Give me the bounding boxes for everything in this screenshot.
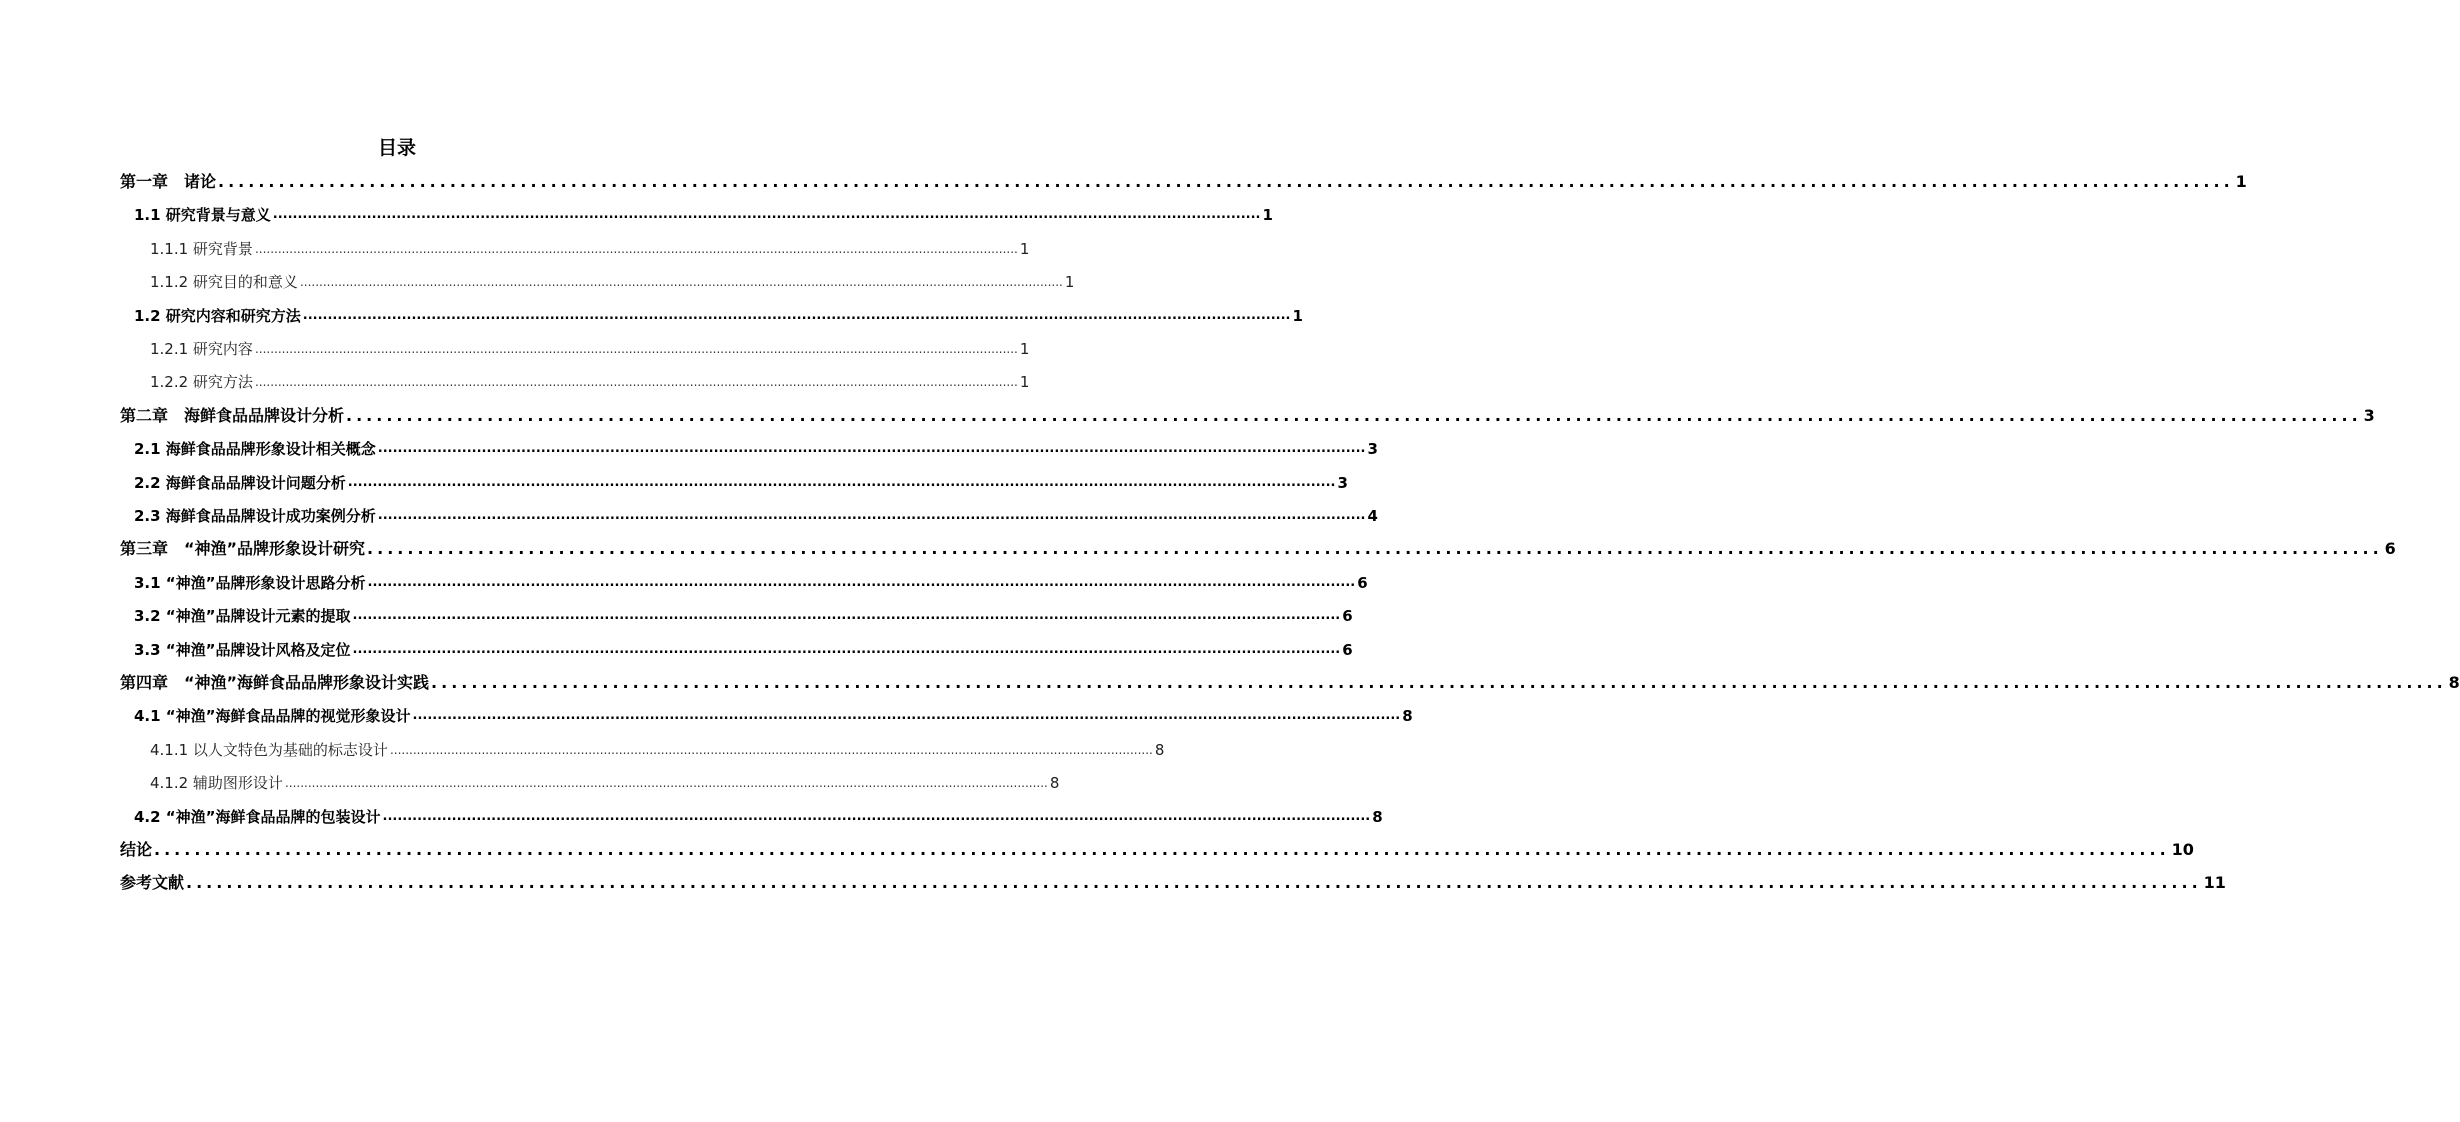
toc-dot-leader: ........................................................................................................................................................................................................ [346, 405, 2362, 425]
toc-entry[interactable] [134, 568, 1368, 598]
toc-dot-leader: ........................................................................................................................................................................................................ [186, 873, 2202, 893]
toc-dot-leader: ........................................................................................................................................................................................................ [352, 608, 1341, 624]
toc-entry-page: 1 [1019, 373, 1030, 392]
toc-entry-page: 8 [1049, 774, 1060, 793]
toc-entry[interactable] [134, 601, 1353, 631]
toc-dot-leader: ........................................................................................................................................................................................................ [377, 441, 1366, 457]
toc-entry-page: 1 [1019, 239, 1030, 258]
toc-entry[interactable] [120, 401, 2375, 431]
toc-entry[interactable] [150, 768, 1060, 798]
toc-dot-leader: ........................................................................................................................................................................................................ [218, 172, 2234, 191]
toc-entry-label: 3.2 “神渔”品牌设计元素的提取 [134, 607, 351, 626]
toc-entry-label: 2.1 海鲜食品品牌形象设计相关概念 [134, 440, 376, 459]
toc-entry-label: 1.1.1 研究背景 [150, 239, 253, 258]
toc-entry-page: 8 [1372, 807, 1383, 826]
toc-entry[interactable] [120, 534, 2396, 564]
toc-dot-leader: ........................................................................................................................................................................................................ [347, 474, 1336, 490]
toc-entry-label: 第二章 海鲜食品品牌设计分析 [120, 405, 345, 425]
toc-dot-leader: ........................................................................................................................................................................................................ [367, 574, 1356, 590]
toc-dot-leader: ........................................................................................................................................................................................................ [377, 508, 1366, 523]
toc-entry-label: 1.1.2 研究目的和意义 [150, 273, 298, 292]
toc-entry[interactable] [150, 234, 1030, 264]
toc-entry[interactable] [134, 434, 1378, 464]
toc-entry-page: 11 [2203, 873, 2226, 893]
toc-dot-leader: ........................................................................................................................................................................................................ [412, 708, 1401, 724]
toc-entry[interactable] [134, 200, 1273, 230]
toc-entry-label: 4.2 “神渔”海鲜食品品牌的包装设计 [134, 807, 381, 826]
toc-entry-page: 1 [1292, 306, 1303, 325]
toc-dot-leader: ........................................................................................................................................................................................................ [154, 840, 2170, 859]
toc-entry-label: 1.1 研究背景与意义 [134, 206, 271, 225]
toc-entry[interactable] [150, 267, 1075, 297]
toc-entry-page: 1 [1262, 206, 1273, 225]
toc-entry[interactable] [120, 868, 2226, 898]
toc-dot-leader: ........................................................................................................................................................................................................ [254, 241, 1018, 256]
toc-entry[interactable] [134, 301, 1303, 331]
toc-entry-page: 1 [1019, 340, 1030, 358]
toc-entry-label: 3.3 “神渔”品牌设计风格及定位 [134, 640, 351, 659]
toc-entry-label: 参考文献 [120, 873, 185, 893]
toc-entry-label: 1.2.2 研究方法 [150, 373, 253, 392]
toc-entry-page: 3 [1367, 440, 1378, 459]
toc-entry[interactable] [120, 668, 2460, 698]
toc-entry[interactable] [120, 835, 2194, 865]
toc-entry[interactable] [150, 367, 1030, 397]
toc-entry-page: 8 [1402, 707, 1413, 726]
toc-entry-page: 1 [2235, 172, 2247, 191]
toc-entry[interactable] [150, 735, 1165, 765]
toc-entry-page: 8 [2448, 673, 2460, 692]
toc-dot-leader: ........................................................................................................................................................................................................ [254, 342, 1018, 356]
toc-dot-leader: ........................................................................................................................................................................................................ [299, 275, 1063, 290]
toc-entry[interactable] [134, 802, 1383, 832]
toc-entry-label: 4.1.2 辅助图形设计 [150, 774, 283, 793]
toc-entry[interactable] [150, 334, 1030, 364]
toc-entry-page: 6 [1342, 640, 1353, 659]
toc-entry[interactable] [134, 501, 1378, 531]
toc-entry-label: 4.1 “神渔”海鲜食品品牌的视觉形象设计 [134, 707, 411, 726]
toc-entry-label: 4.1.1 以人文特色为基础的标志设计 [150, 740, 388, 759]
toc-entry-page: 1 [1064, 273, 1075, 292]
toc-entry-page: 6 [2384, 539, 2396, 559]
toc-dot-leader: ........................................................................................................................................................................................................ [382, 808, 1371, 824]
toc-entry-label: 1.2 研究内容和研究方法 [134, 306, 301, 325]
toc-entry-label: 结论 [120, 840, 153, 859]
toc-entry-page: 8 [1154, 740, 1165, 759]
toc-dot-leader: ........................................................................................................................................................................................................ [302, 307, 1291, 323]
toc-entry-label: 第三章 “神渔”品牌形象设计研究 [120, 539, 366, 559]
toc-dot-leader: ........................................................................................................................................................................................................ [389, 742, 1153, 757]
toc-entry-page: 4 [1367, 507, 1378, 525]
toc-entry-label: 2.2 海鲜食品品牌设计问题分析 [134, 473, 346, 492]
toc-entry[interactable] [120, 167, 2247, 197]
toc-entry-label: 2.3 海鲜食品品牌设计成功案例分析 [134, 507, 376, 525]
toc-dot-leader: ........................................................................................................................................................................................................ [367, 539, 2383, 559]
toc-entry-page: 10 [2171, 840, 2194, 859]
toc-dot-leader: ........................................................................................................................................................................................................ [431, 673, 2447, 692]
toc-entry[interactable] [134, 468, 1348, 498]
toc-dot-leader: ........................................................................................................................................................................................................ [352, 641, 1341, 657]
toc-dot-leader: ........................................................................................................................................................................................................ [272, 207, 1261, 223]
toc-dot-leader: ........................................................................................................................................................................................................ [254, 375, 1018, 390]
toc-dot-leader: ........................................................................................................................................................................................................ [284, 776, 1048, 791]
toc-entry[interactable] [134, 635, 1353, 665]
toc-title: 目录 [377, 137, 416, 159]
toc-entry-page: 6 [1357, 573, 1368, 592]
toc-entry-label: 第一章 诸论 [120, 172, 217, 191]
toc-entry-page: 6 [1342, 607, 1353, 626]
toc-entry[interactable] [134, 701, 1413, 731]
toc-entry-page: 3 [2363, 405, 2375, 425]
toc-entry-label: 3.1 “神渔”品牌形象设计思路分析 [134, 573, 366, 592]
toc-entry-page: 3 [1337, 473, 1348, 492]
toc-entry-label: 第四章 “神渔”海鲜食品品牌形象设计实践 [120, 673, 430, 692]
toc-entry-label: 1.2.1 研究内容 [150, 340, 253, 358]
